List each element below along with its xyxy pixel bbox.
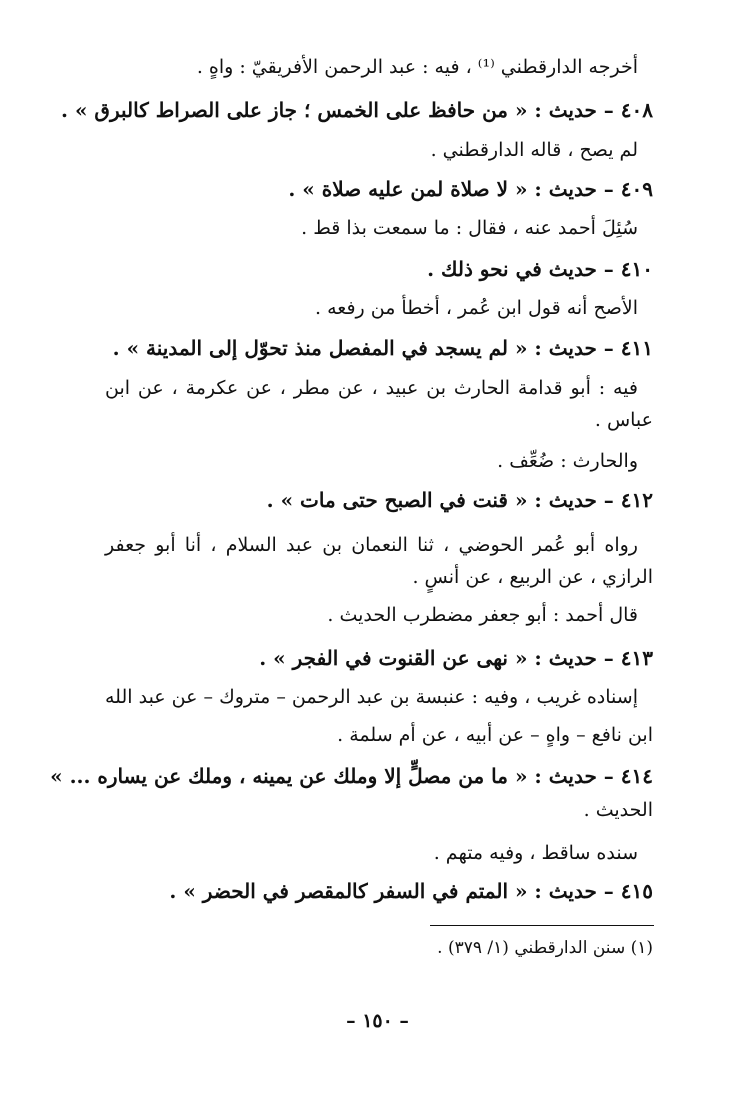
hadith-heading-414: ٤١٤ – حديث : « ما من مصلٍّ إلا وملك عن يمينه ، وملك عن يساره ... » [50,764,653,788]
page-number: – ١٥٠ – [346,1010,409,1032]
hadith-heading-411: ٤١١ – حديث : « لم يسجد في المفصل منذ تحوّل إلى المدينة » . [112,336,653,360]
text-line: والحارث : ضُعِّف . [497,450,638,472]
footnote-divider [430,925,654,926]
text-line: الرازي ، عن الربيع ، عن أنسٍ . [412,566,653,588]
text-line: إسناده غريب ، وفيه : عنبسة بن عبد الرحمن – متروك – عن عبد الله [105,686,638,708]
footnote: (١) سنن الدارقطني (١/ ٣٧٩) . [437,938,653,958]
hadith-heading-415: ٤١٥ – حديث : « المتم في السفر كالمقصر في الحضر » . [169,879,653,903]
hadith-heading-410: ٤١٠ – حديث في نحو ذلك . [427,257,653,281]
text-line: ابن نافع – واهٍ – عن أبيه ، عن أم سلمة . [337,724,653,746]
hadith-heading-413: ٤١٣ – حديث : « نهى عن القنوت في الفجر » . [259,646,653,670]
text-line: لم يصح ، قاله الدارقطني . [430,139,638,161]
text-line: فيه : أبو قدامة الحارث بن عبيد ، عن مطر ، عن عكرمة ، عن ابن [105,377,638,399]
text-line: رواه أبو عُمر الحوضي ، ثنا النعمان بن عبد السلام ، أنا أبو جعفر [105,534,638,556]
text-line: سنده ساقط ، وفيه متهم . [433,842,638,864]
text-line: الحديث . [583,799,653,821]
hadith-heading-409: ٤٠٩ – حديث : « لا صلاة لمن عليه صلاة » . [288,177,653,201]
hadith-heading-408: ٤٠٨ – حديث : « من حافظ على الخمس ؛ جاز على الصراط كالبرق » . [61,98,653,122]
text-line: أخرجه الدارقطني ⁽¹⁾ ، فيه : عبد الرحمن الأفريقيّ : واهٍ . [196,56,638,78]
text-line: عباس . [594,409,653,431]
hadith-heading-412: ٤١٢ – حديث : « قنت في الصبح حتى مات » . [266,488,653,512]
text-line: سُئِلَ أحمد عنه ، فقال : ما سمعت بذا قط . [301,217,638,239]
text-line: قال أحمد : أبو جعفر مضطرب الحديث . [327,604,638,626]
text-line: الأصح أنه قول ابن عُمر ، أخطأ من رفعه . [315,297,638,319]
